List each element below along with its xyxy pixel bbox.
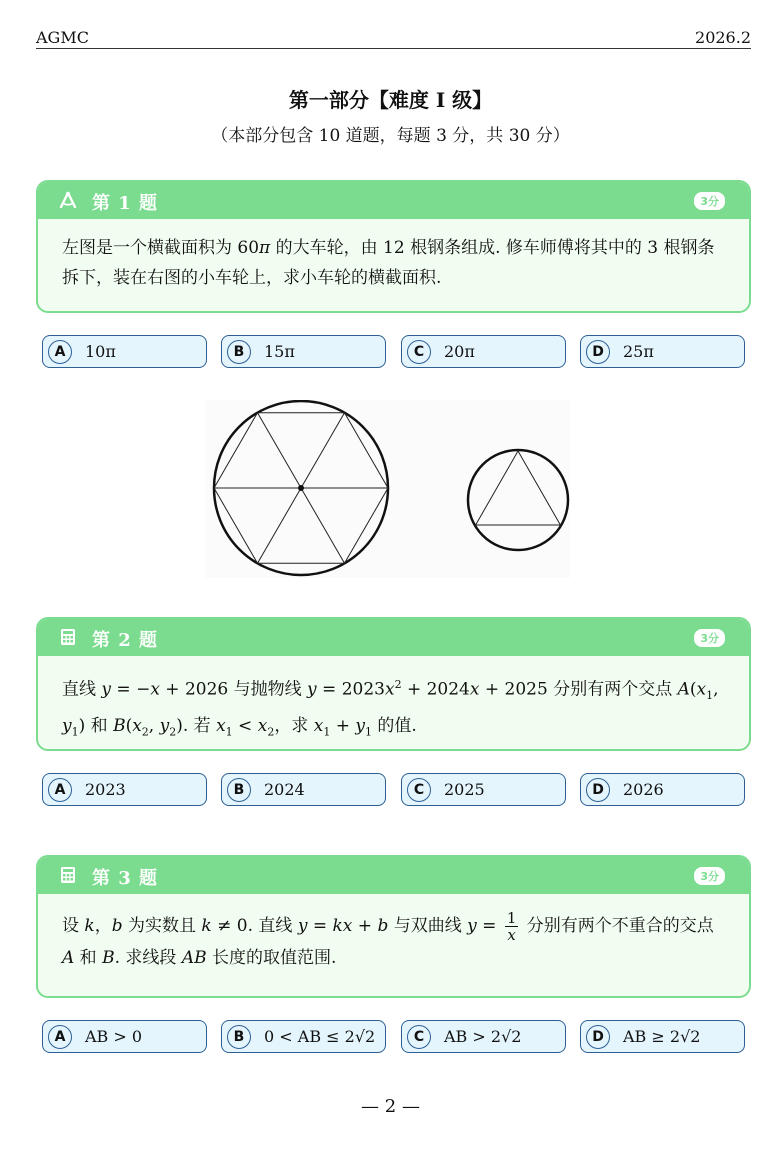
q2-option-c[interactable]	[401, 773, 566, 806]
question-2-title: 第 2 题	[92, 630, 159, 651]
question-1-points: 3分	[694, 192, 725, 210]
q2-option-a[interactable]	[42, 773, 207, 806]
option-letter: A	[48, 1025, 72, 1049]
option-text: 0 < AB ≤ 2√2	[264, 1027, 376, 1046]
option-letter: B	[227, 340, 251, 364]
option-text: 15π	[264, 342, 295, 361]
option-letter: D	[586, 1025, 610, 1049]
question-2-text: 直线 y = −x + 2026 与抛物线 $y = 2023x^2 + 2024x + 2025$ 分别有两个交点 $A(x_1$, $y_1$) 和 $B(x_2$, $y_2$). 若 $x_1 < x_2$，求 $x_1 + y_1$ 的值.	[62, 678, 719, 739]
question-3-points: 3分	[694, 867, 725, 885]
q3-option-b[interactable]	[221, 1020, 386, 1053]
calculator-icon	[58, 865, 78, 885]
option-text: 2025	[444, 780, 485, 799]
option-letter: C	[407, 778, 431, 802]
calculator-icon	[58, 627, 78, 647]
question-1-header	[38, 182, 749, 219]
q1-option-d[interactable]	[580, 335, 745, 368]
q1-option-b[interactable]	[221, 335, 386, 368]
question-1-title: 第 1 题	[92, 193, 159, 214]
wheel-figure	[205, 400, 570, 578]
option-text: AB > 2√2	[444, 1027, 522, 1046]
compass-icon	[58, 190, 78, 210]
question-2-card	[36, 617, 751, 751]
q1-option-a[interactable]	[42, 335, 207, 368]
page-header	[36, 26, 751, 49]
option-text: 25π	[623, 342, 654, 361]
section-title: 第一部分【难度 I 级】	[288, 88, 493, 112]
option-text: AB ≥ 2√2	[623, 1027, 701, 1046]
option-letter: D	[586, 340, 610, 364]
question-2-header	[38, 619, 749, 656]
header-left: AGMC	[36, 28, 89, 47]
header-right: 2026.2	[695, 28, 751, 47]
option-text: 2023	[85, 780, 126, 799]
option-letter: B	[227, 778, 251, 802]
q1-option-c[interactable]	[401, 335, 566, 368]
question-1-card	[36, 180, 751, 313]
question-3-text: 设 k，b 为实数且 k ≠ 0. 直线 y = kx + b 与双曲线 y = $\frac{1}{x}$ 分别有两个不重合的交点 A 和 B. 求线段 AB 长度的取值范围.	[62, 909, 714, 968]
option-letter: B	[227, 1025, 251, 1049]
option-text: 2024	[264, 780, 305, 799]
page-number: — 2 —	[361, 1096, 420, 1117]
option-letter: A	[48, 340, 72, 364]
q3-option-c[interactable]	[401, 1020, 566, 1053]
option-letter: A	[48, 778, 72, 802]
option-text: 10π	[85, 342, 116, 361]
question-3-header	[38, 857, 749, 894]
option-letter: D	[586, 778, 610, 802]
section-subtitle: （本部分包含 10 道题，每题 3 分，共 30 分）	[211, 126, 570, 146]
option-text: 2026	[623, 780, 664, 799]
question-3-card	[36, 855, 751, 998]
option-letter: C	[407, 340, 431, 364]
q3-option-a[interactable]	[42, 1020, 207, 1053]
option-text: AB > 0	[85, 1027, 143, 1046]
question-2-points: 3分	[694, 629, 725, 647]
question-1-text: 左图是一个横截面积为 60π 的大车轮，由 12 根钢条组成. 修车师傅将其中的 3 根钢条拆下，装在右图的小车轮上，求小车轮的横截面积.	[62, 238, 715, 288]
q2-option-b[interactable]	[221, 773, 386, 806]
q3-option-d[interactable]	[580, 1020, 745, 1053]
q2-option-d[interactable]	[580, 773, 745, 806]
option-text: 20π	[444, 342, 475, 361]
option-letter: C	[407, 1025, 431, 1049]
question-3-title: 第 3 题	[92, 868, 159, 889]
